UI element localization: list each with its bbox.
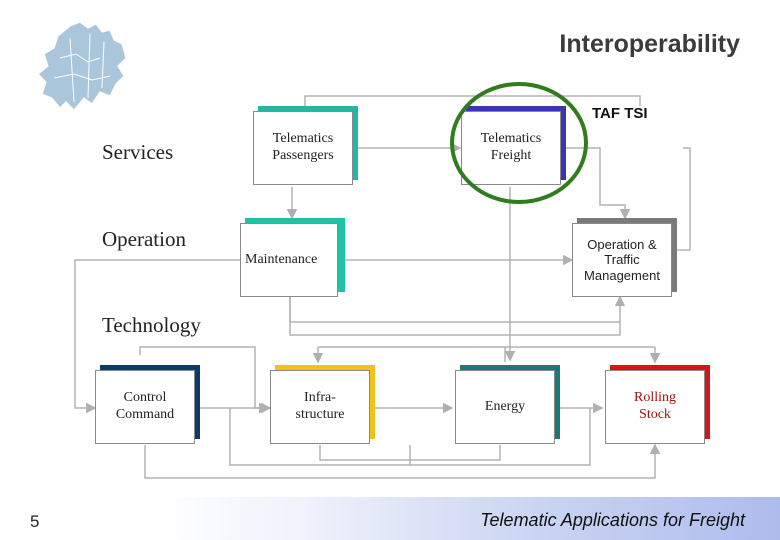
- taf-tsi-label: TAF TSI: [592, 105, 648, 122]
- row-label-services: Services: [102, 140, 174, 164]
- maintenance-label: Maintenance: [245, 251, 318, 267]
- infrastructure-label: Infra- structure: [295, 390, 345, 422]
- control-command-box: [95, 370, 195, 444]
- operation-traffic-label: Operation & Traffic Management: [584, 236, 660, 283]
- infrastructure-box: [270, 370, 370, 444]
- footer-title: Telematic Applications for Freight: [480, 510, 745, 530]
- energy-box: [455, 370, 555, 444]
- telematics-passengers-box: [253, 111, 353, 185]
- highlight-ellipse: [450, 82, 588, 204]
- row-label-operation: Operation: [102, 227, 186, 251]
- rolling-stock-box: [605, 370, 705, 444]
- operation-traffic-box: [572, 223, 672, 297]
- control-command-label: Control Command: [115, 390, 175, 422]
- energy-label: Energy: [484, 398, 526, 414]
- telematics-passengers-label: Telematics Passengers: [272, 131, 334, 163]
- row-label-technology: Technology: [102, 313, 201, 337]
- telematics-freight-label: Telematics Freight: [480, 131, 542, 163]
- maintenance-box: [240, 223, 338, 297]
- page-number: 5: [30, 512, 40, 531]
- rolling-stock-label: Rolling Stock: [633, 390, 676, 422]
- slide-title: Interoperability: [559, 30, 740, 58]
